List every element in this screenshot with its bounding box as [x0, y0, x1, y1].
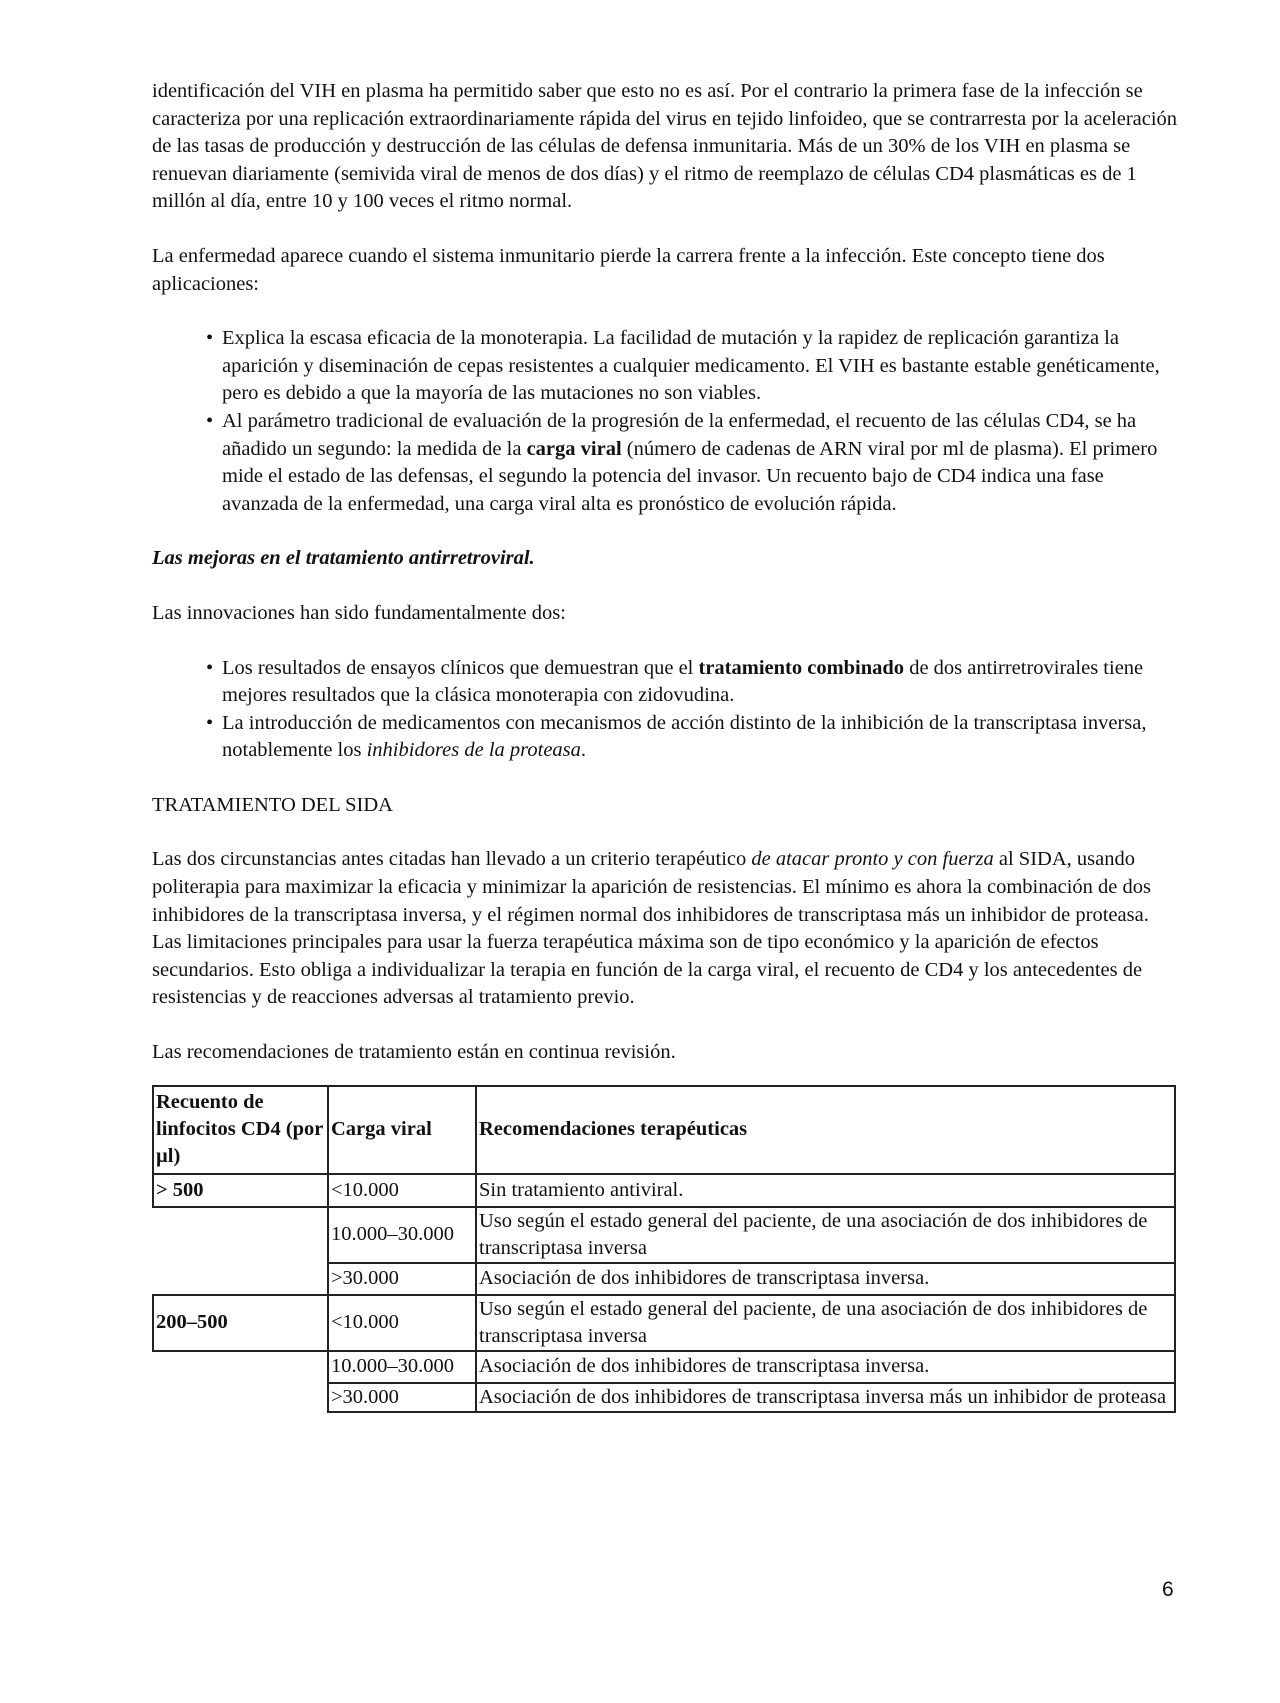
column-header-recommendations: Recomendaciones terapéuticas — [476, 1086, 1175, 1174]
table-cell-cd4 — [153, 1351, 328, 1383]
bullet-icon: • — [206, 409, 214, 432]
table-cell-cd4 — [153, 1263, 328, 1295]
list-item — [198, 710, 1182, 765]
intro-paragraph-1: identificación del VIH en plasma ha permitido saber que esto no es así. Por el contrario la primera fase de la infección se caracteriza por una replicación extraordinariamente rápida del virus en tejido linfoideo, que se contrarresta por la aceleración de las tasas de producción y destrucción de las células de defensa inmunitaria. Más de un 30% de los VIH en plasma se renuevan diariamente (semivida viral de menos de dos días) y el ritmo de reemplazo de células CD4 plasmáticas es de 1 millón al día, entre 10 y 100 veces el ritmo normal. — [152, 80, 1178, 213]
table-cell-rec: Asociación de dos inhibidores de transcriptasa inversa. — [476, 1351, 1175, 1383]
list-item-text: Explica la escasa eficacia de la monoterapia. La facilidad de mutación y la rapidez de replicación garantiza la aparición y diseminación de cepas resistentes a cualquier medicamento. El VIH es bastante estable genéticamente, pero es debido a que la mayoría de las mutaciones no son viables. — [222, 327, 1160, 405]
applications-list — [152, 325, 1182, 518]
list-item — [198, 655, 1182, 710]
paragraph-text-end: al SIDA, usando politerapia para maximizar la eficacia y minimizar la aparición de resistencias. El mínimo es ahora la combinación de dos inhibidores de la transcriptasa inversa, y el régimen normal dos inhibidores de transcriptasa más un inhibidor de proteasa. Las limitaciones principales para usar la fuerza terapéutica máxima son de tipo económico y la aparición de efectos secundarios. Esto obliga a individualizar la terapia en función de la carga viral, el recuento de CD4 y los antecedentes de resistencias y de reacciones adversas al tratamiento previo. — [152, 848, 1151, 1009]
section-heading-improvements: Las mejoras en el tratamiento antirretroviral. — [152, 547, 535, 570]
table-header-row — [153, 1086, 1175, 1174]
table-row — [153, 1295, 1175, 1351]
document-page — [152, 78, 1182, 1413]
table-cell-cd4: 200–500 — [153, 1295, 328, 1351]
table-cell-rec: Asociación de dos inhibidores de transcriptasa inversa. — [476, 1263, 1175, 1295]
list-item-text-end: . — [580, 739, 587, 762]
table-row — [153, 1351, 1175, 1383]
table-cell-rec: Uso según el estado general del paciente, de una asociación de dos inhibidores de transcriptasa inversa — [476, 1207, 1175, 1263]
page-number: 6 — [1162, 1578, 1174, 1601]
paragraph-text-start: Las dos circunstancias antes citadas han llevado a un criterio terapéutico — [152, 848, 752, 871]
column-header-viral-load: Carga viral — [328, 1086, 476, 1174]
list-item — [198, 408, 1182, 518]
table-cell-viral: <10.000 — [328, 1174, 476, 1207]
list-item-text-end: (número de cadenas de ARN viral por ml de plasma). El primero mide el estado de las defensas, el segundo la potencia del invasor. Un recuento bajo de CD4 indica una fase avanzada de la enfermedad, una carga viral alta es pronóstico de evolución rápida. — [222, 437, 1158, 515]
list-item-bold-term: tratamiento combinado — [698, 656, 905, 679]
table-cell-rec: Asociación de dos inhibidores de transcriptasa inversa más un inhibidor de proteasa — [476, 1383, 1175, 1412]
table-row — [153, 1174, 1175, 1207]
table-row — [153, 1207, 1175, 1263]
bullet-icon: • — [206, 327, 214, 350]
table-cell-rec: Uso según el estado general del paciente, de una asociación de dos inhibidores de transcriptasa inversa — [476, 1295, 1175, 1351]
table-cell-cd4: > 500 — [153, 1174, 328, 1207]
table-cell-viral: >30.000 — [328, 1263, 476, 1295]
column-header-cd4: Recuento de linfocitos CD4 (por µl) — [153, 1086, 328, 1174]
list-item — [198, 325, 1182, 408]
section-heading-treatment: TRATAMIENTO DEL SIDA — [152, 793, 393, 816]
table-cell-viral: >30.000 — [328, 1383, 476, 1412]
bullet-icon: • — [206, 711, 214, 734]
bullet-icon: • — [206, 656, 214, 679]
table-cell-viral: 10.000–30.000 — [328, 1207, 476, 1263]
table-cell-cd4 — [153, 1383, 328, 1412]
list-item-text-start: La introducción de medicamentos con mecanismos de acción distinto de la inhibición de la transcriptasa inversa, notablemente los — [222, 711, 1147, 762]
innovations-intro: Las innovaciones han sido fundamentalmente dos: — [152, 601, 566, 624]
intro-paragraph-2: La enfermedad aparece cuando el sistema inmunitario pierde la carrera frente a la infección. Este concepto tiene dos aplicaciones: — [152, 244, 1105, 295]
list-item-italic-term: inhibidores de la proteasa — [366, 739, 581, 762]
paragraph-italic-phrase: de atacar pronto y con fuerza — [751, 848, 994, 871]
table-cell-viral: <10.000 — [328, 1295, 476, 1351]
treatment-paragraph — [152, 846, 1182, 1012]
list-item-text-start: Al parámetro tradicional de evaluación de la progresión de la enfermedad, el recuento de las células CD4, se ha añadido un segundo: la medida de la — [222, 409, 1137, 460]
treatment-recommendations-table — [152, 1085, 1176, 1413]
table-cell-rec: Sin tratamiento antiviral. — [476, 1174, 1175, 1207]
table-cell-viral: 10.000–30.000 — [328, 1351, 476, 1383]
innovations-list — [152, 655, 1182, 765]
list-item-bold-term: carga viral — [526, 437, 622, 460]
recommendations-intro: Las recomendaciones de tratamiento están en continua revisión. — [152, 1041, 676, 1064]
table-cell-cd4 — [153, 1207, 328, 1263]
list-item-text-start: Los resultados de ensayos clínicos que demuestran que el — [222, 656, 699, 679]
list-item-text-end: de dos antirretrovirales tiene mejores resultados que la clásica monoterapia con zidovudina. — [222, 656, 1144, 707]
table-row — [153, 1383, 1175, 1412]
table-row — [153, 1263, 1175, 1295]
